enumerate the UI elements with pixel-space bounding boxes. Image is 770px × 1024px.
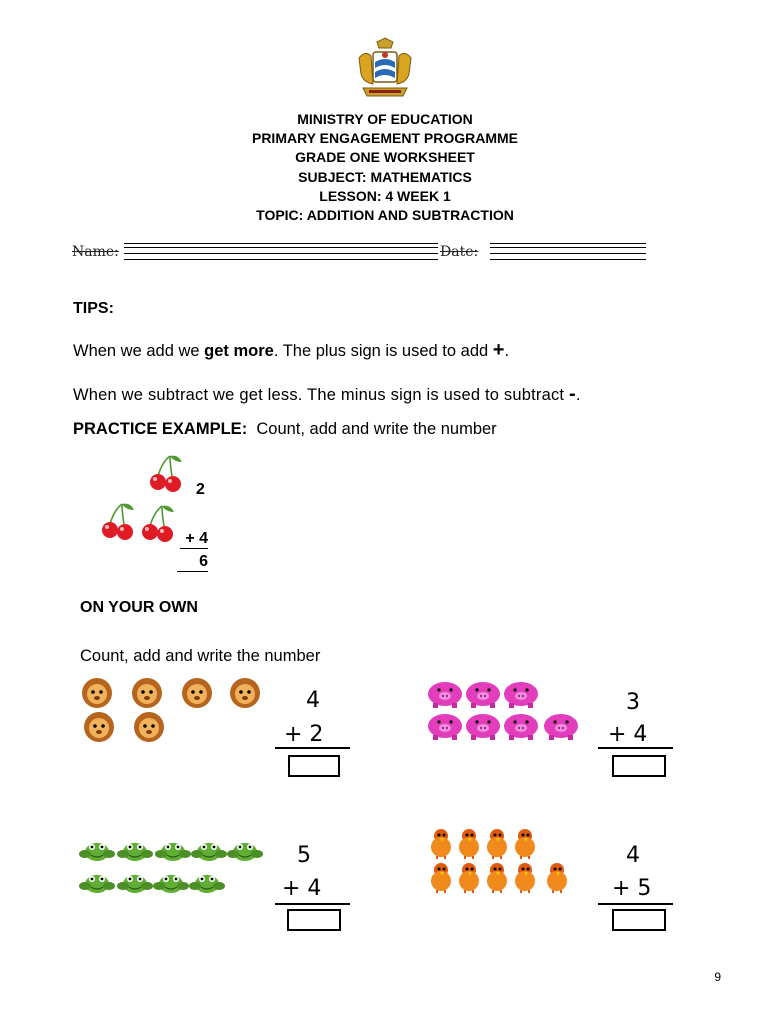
problem-2-sum-line	[598, 747, 673, 749]
problem-2-top: 3	[626, 690, 640, 715]
header-programme: PRIMARY ENGAGEMENT PROGRAMME	[251, 130, 518, 147]
bird-group	[428, 828, 578, 898]
practice-colon: :	[241, 420, 248, 438]
name-field[interactable]	[124, 240, 438, 262]
plus-symbol: +	[492, 339, 505, 361]
cherry-icon	[100, 502, 136, 547]
problem-1-add: + 2	[284, 722, 324, 747]
cherry-icon	[148, 454, 184, 499]
problem-3-top: 5	[297, 843, 311, 868]
problem-1-answer-box[interactable]	[288, 755, 340, 777]
tip-addition-end: .	[504, 342, 510, 360]
header-grade: GRADE ONE WORKSHEET	[295, 149, 475, 166]
practice-heading: PRACTICE EXAMPLE	[73, 420, 242, 438]
page-number: 9	[714, 970, 721, 984]
tip-subtraction-end: .	[575, 386, 581, 404]
problem-4-add: + 5	[612, 876, 652, 901]
practice-example-line	[73, 420, 497, 439]
practice-add-line: + 4	[180, 530, 208, 549]
problem-1-top: 4	[306, 688, 320, 713]
worksheet-header	[0, 110, 770, 225]
problem-3-sum-line	[275, 903, 350, 905]
tip-addition-text-2: . The plus sign is used to add	[273, 342, 493, 360]
header-topic: TOPIC: ADDITION AND SUBTRACTION	[256, 207, 514, 224]
practice-answer: 6	[177, 553, 208, 572]
tip-addition	[73, 339, 509, 362]
problem-3-add: + 4	[282, 876, 322, 901]
pig-group	[428, 678, 588, 744]
problem-1-sum-line	[275, 747, 350, 749]
tip-subtraction-text: When we subtract we get less. The minus sign is used to subtract	[73, 386, 570, 404]
date-field[interactable]	[490, 240, 646, 262]
on-your-own-heading: ON YOUR OWN	[80, 599, 198, 616]
problem-2-answer-box[interactable]	[612, 755, 666, 777]
practice-top-number: 2	[196, 481, 205, 498]
tip-addition-bold: get more	[204, 342, 274, 360]
name-date-row	[72, 240, 652, 264]
header-ministry: MINISTRY OF EDUCATION	[297, 111, 473, 127]
problem-3-answer-box[interactable]	[287, 909, 341, 931]
header-subject: SUBJECT: MATHEMATICS	[298, 168, 472, 185]
on-your-own-instruction: Count, add and write the number	[80, 647, 321, 665]
problem-2-add: + 4	[608, 722, 648, 747]
problem-4-top: 4	[626, 843, 640, 868]
minus-symbol: -	[569, 383, 576, 405]
coat-of-arms-logo	[355, 38, 415, 100]
practice-instruction: Count, add and write the number	[247, 420, 497, 438]
header-lesson: LESSON: 4 WEEK 1	[319, 187, 451, 204]
tip-subtraction	[73, 383, 581, 406]
cherry-icon	[140, 504, 176, 549]
tips-heading: TIPS:	[73, 300, 114, 317]
lion-group	[80, 676, 280, 746]
frog-group	[80, 836, 270, 896]
problem-4-answer-box[interactable]	[612, 909, 666, 931]
name-label: Name:	[72, 244, 119, 260]
tip-addition-text: When we add we	[73, 342, 205, 360]
problem-4-sum-line	[598, 903, 673, 905]
date-label: Date:	[440, 244, 479, 260]
